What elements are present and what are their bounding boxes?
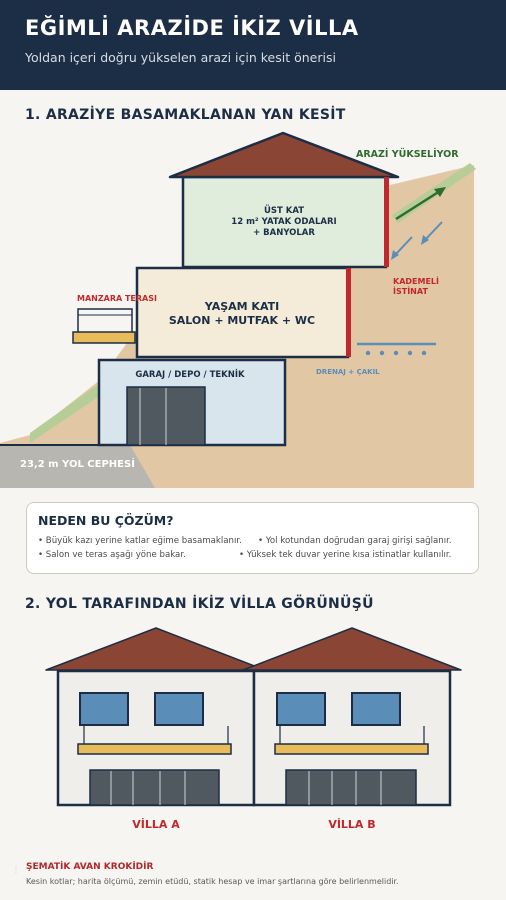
villa-b-garage-door xyxy=(286,770,416,805)
footer-title: ŞEMATİK AVAN KROKİDİR xyxy=(26,862,154,872)
terrace-label: MANZARA TERASI xyxy=(77,294,157,303)
drainage-dot xyxy=(408,351,412,355)
villa-b-window-left xyxy=(277,693,325,725)
upper-floor-label-3: + BANYOLAR xyxy=(253,228,315,238)
why-box xyxy=(26,502,479,574)
villa-b-balcony xyxy=(275,744,428,754)
living-floor-label-2: SALON + MUTFAK + WC xyxy=(168,314,316,327)
road-frontage-label: 23,2 m YOL CEPHESİ xyxy=(20,459,135,470)
villa-b-window-right xyxy=(352,693,400,725)
villa-a-window-right xyxy=(155,693,203,725)
terrace-railing xyxy=(78,309,132,332)
terrace-slab xyxy=(73,332,135,343)
villa-a-roof xyxy=(46,628,265,670)
villa-b-label: VİLLA B xyxy=(328,818,376,831)
retaining-wall-lower xyxy=(346,268,351,357)
why-item: • Büyük kazı yerine katlar eğime basamaklanır. xyxy=(38,536,242,546)
cross-section-diagram xyxy=(0,125,506,495)
footer-decoration: ⋮ xyxy=(12,865,20,874)
page-title: EĞİMLİ ARAZİDE İKİZ VİLLA xyxy=(25,16,359,40)
garage-floor-label: GARAJ / DEPO / TEKNİK xyxy=(135,370,245,380)
villa-a-window-left xyxy=(80,693,128,725)
drainage-dot xyxy=(422,351,426,355)
villa-a-garage-door xyxy=(90,770,219,805)
why-item: • Yol kotundan doğrudan garaj girişi sağlanır. xyxy=(258,536,452,546)
drainage-dot xyxy=(380,351,384,355)
why-title: NEDEN BU ÇÖZÜM? xyxy=(38,513,174,528)
why-item: • Salon ve teras aşağı yöne bakar. xyxy=(38,550,186,560)
retaining-wall-upper xyxy=(384,177,389,267)
upper-floor-label-2: 12 m² YATAK ODALARI xyxy=(231,217,337,227)
footer-note: Kesin kotlar; harita ölçümü, zemin etüdü, statik hesap ve imar şartlarına göre belirlenmelidir. xyxy=(26,877,399,886)
retaining-label-1: KADEMELİ xyxy=(393,277,439,286)
header-banner xyxy=(0,0,506,90)
retaining-label-2: İSTİNAT xyxy=(393,287,428,296)
upper-floor-label-1: ÜST KAT xyxy=(263,206,305,216)
drainage-dot xyxy=(366,351,370,355)
section-title-elevation: 2. YOL TARAFINDAN İKİZ VİLLA GÖRÜNÜŞÜ xyxy=(25,596,374,612)
drainage-dot xyxy=(394,351,398,355)
section-title-cross-section: 1. ARAZİYE BASAMAKLANAN YAN KESİT xyxy=(25,107,346,123)
villa-a-balcony xyxy=(78,744,231,754)
living-floor-label-1: YAŞAM KATI xyxy=(204,300,280,313)
villa-b-roof xyxy=(243,628,461,670)
twin-villa-elevation xyxy=(0,620,506,840)
slope-label: ARAZİ YÜKSELİYOR xyxy=(356,149,459,160)
page-subtitle: Yoldan içeri doğru yükselen arazi için kesit önerisi xyxy=(25,50,336,65)
villa-a-label: VİLLA A xyxy=(132,818,180,831)
drainage-label: DRENAJ + ÇAKIL xyxy=(316,368,380,376)
why-item: • Yüksek tek duvar yerine kısa istinatlar kullanılır. xyxy=(239,550,452,560)
